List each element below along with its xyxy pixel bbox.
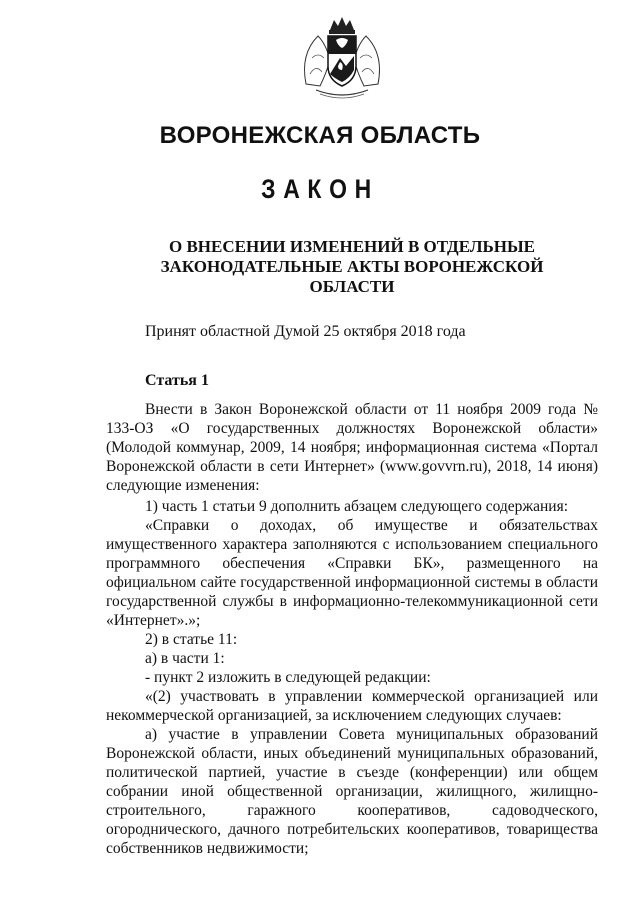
voronezh-coat-of-arms-icon xyxy=(296,14,388,100)
paragraph: - пункт 2 изложить в следующей редакции: xyxy=(145,669,431,686)
adoption-date: Принят областной Думой 25 октября 2018 года xyxy=(145,323,466,340)
paragraph: «Справки о доходах, об имуществе и обязательствах имущественного характера заполняются с использованием специального программного обеспечения «Справки БК», размещенного на официальном сайте государственной информационной системы в области государственной службы в информационно-телекоммуникационной сети «Интернет».»; xyxy=(106,517,598,629)
paragraph: «(2) участвовать в управлении коммерческой организацией или некоммерческой организацией, за исключением следующих случаев: xyxy=(106,688,598,724)
paragraph: 2) в статье 11: xyxy=(145,631,238,648)
region-title: ВОРОНЕЖСКАЯ ОБЛАСТЬ xyxy=(159,122,481,149)
paragraph: 1) часть 1 статьи 9 дополнить абзацем следующего содержания: xyxy=(145,498,569,515)
paragraph: а) участие в управлении Совета муниципальных образований Воронежской области, иных объединений муниципальных образований, политической партией, участие в съезде (конференции) или общем собрании иной общественной организации, жилищного, жилищно-строительного, гаражного кооперативов, садоводческого, огороднического, дачного потребительских кооперативов, товарищества собственников недвижимости; xyxy=(106,726,598,857)
article-intro xyxy=(106,400,598,495)
document-type: ЗАКОН xyxy=(261,174,379,204)
paragraph: а) в части 1: xyxy=(145,650,225,667)
paragraph: Внести в Закон Воронежской области от 11 ноября 2009 года № 133-ОЗ «О государственных должностях Воронежской области» (Молодой коммунар, 2009, 14 ноября; информационная система «Портал Воронежской области в сети Интернет» (www.govvrn.ru), 2018, 14 июня) следующие изменения: xyxy=(106,401,598,494)
article-heading: Статья 1 xyxy=(145,372,209,389)
law-title: О ВНЕСЕНИИ ИЗМЕНЕНИЙ В ОТДЕЛЬНЫЕ ЗАКОНОДАТЕЛЬНЫЕ АКТЫ ВОРОНЕЖСКОЙ ОБЛАСТИ xyxy=(160,237,544,296)
article-body xyxy=(106,497,598,858)
